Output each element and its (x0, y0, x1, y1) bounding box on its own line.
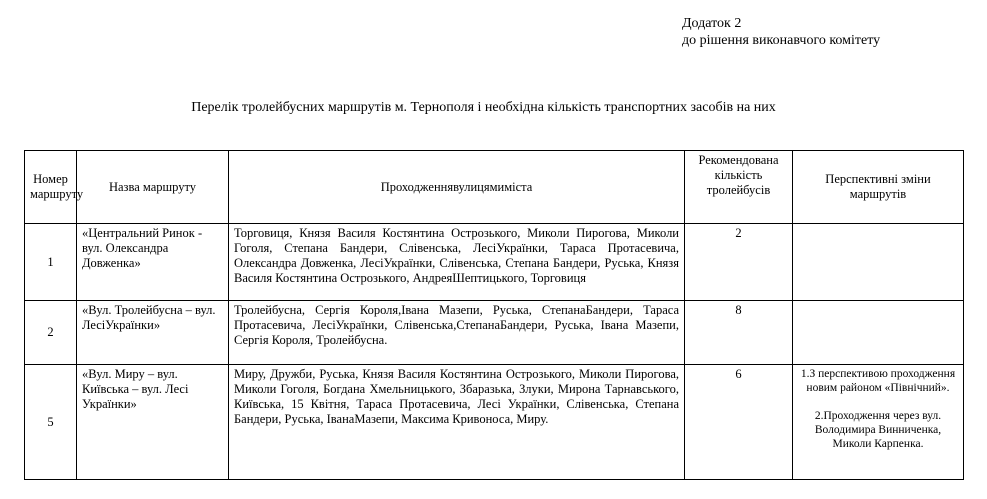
route-number: 2 (25, 301, 77, 365)
header-route-number: Номер маршруту (25, 151, 77, 224)
table-row (25, 301, 964, 365)
trolleybus-count: 8 (685, 301, 793, 365)
table-row (25, 224, 964, 301)
appendix-header (682, 15, 880, 49)
route-number: 5 (25, 365, 77, 480)
trolleybus-count: 6 (685, 365, 793, 480)
route-changes (793, 224, 964, 301)
route-changes (793, 301, 964, 365)
trolleybus-count: 2 (685, 224, 793, 301)
header-route-changes: Перспективні зміни маршрутів (793, 151, 964, 224)
table-header-row (25, 151, 964, 224)
route-changes (793, 365, 964, 480)
header-route-streets: Проходженнявулицямиміста (229, 151, 685, 224)
document-title: Перелік тролейбусних маршрутів м. Тернополя і необхідна кількість транспортних засобів на них (191, 100, 776, 115)
route-number: 1 (25, 224, 77, 301)
route-name: «Вул. Тролейбусна – вул. ЛесіУкраїнки» (77, 301, 229, 365)
route-name: «Вул. Миру – вул. Київська – вул. Лесі Українки» (77, 365, 229, 480)
route-change-1: 1.З перспективою проходження новим районом «Північний». (800, 368, 956, 394)
route-name: «Центральний Ринок - вул. Олександра Довженка» (77, 224, 229, 301)
route-streets: Тролейбусна, Сергія Короля,Івана Мазепи, Руська, СтепанаБандери, Тараса Протасевича, ЛесіУкраїнки, Слівенська,СтепанаБандери, Руська, Івана Мазепи, Сергія Короля, Тролейбусна. (229, 301, 685, 365)
header-trolleybus-count: Рекомендована кількість тролейбусів (685, 151, 793, 224)
table-row (25, 365, 964, 480)
route-streets: Торговиця, Князя Василя Костянтина Острозького, Миколи Пирогова, Миколи Гоголя, Степана Бандери, Слівенська, ЛесіУкраїнки, Тараса Протасевича, Олександра Довженка, ЛесіУкраїнки, Слівенська, Степана Бандери, Руська, Князя Василя Костянтина Острозького, АндреяШептицького, Торговиця (229, 224, 685, 301)
appendix-decision: до рішення виконавчого комітету (682, 33, 881, 48)
header-route-name: Назва маршруту (77, 151, 229, 224)
route-change-2: 2.Проходження через вул. Володимира Винниченка, Миколи Карпенка. (814, 410, 942, 450)
route-streets: Миру, Дружби, Руська, Князя Василя Костянтина Острозького, Миколи Пирогова, Миколи Гоголя, Богдана Хмельницького, Збаразька, Злуки, Мирона Тарнавського, Київська, 15 Квітня, Тараса Протасевича, Лесі Українки, Слівенська, Степана Бандери, Руська, ІванаМазепи, Максима Кривоноса, Миру. (229, 365, 685, 480)
appendix-label: Додаток 2 (682, 16, 742, 31)
routes-table (24, 150, 964, 480)
change-spacer (798, 395, 958, 409)
